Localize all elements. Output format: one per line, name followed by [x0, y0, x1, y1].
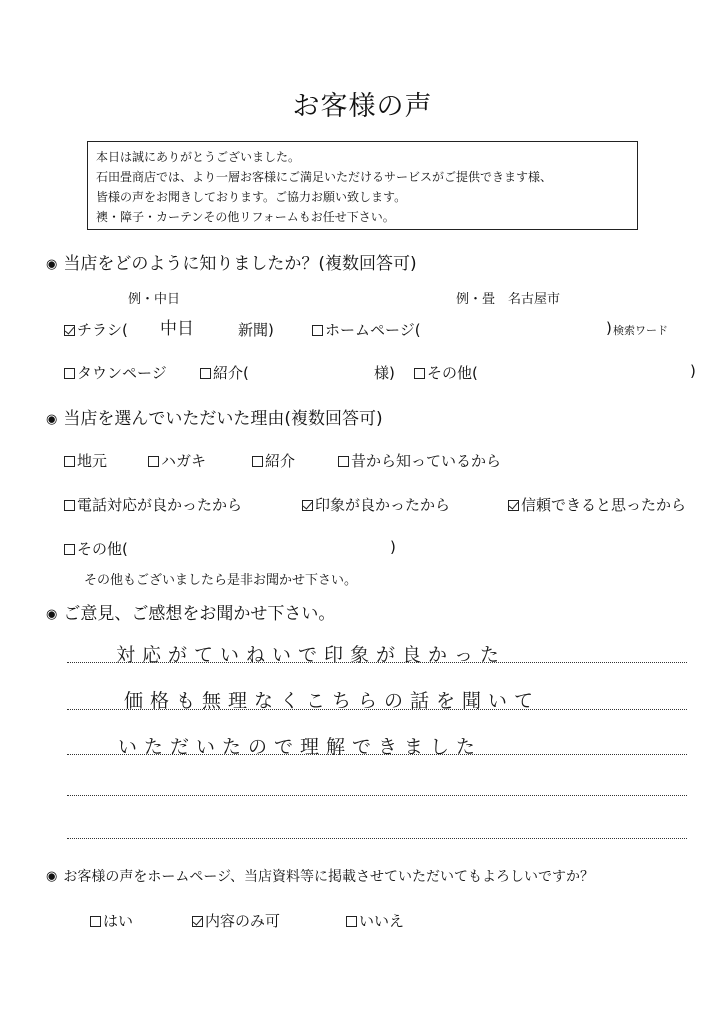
option-label: チラシ(: [77, 321, 128, 339]
option-label: その他(: [77, 540, 128, 558]
option-label: いいえ: [359, 912, 405, 930]
checkbox-icon[interactable]: [148, 456, 159, 467]
option-flyer[interactable]: [64, 319, 128, 340]
option-other-reason[interactable]: [64, 538, 128, 559]
option-label: ホームページ(: [325, 321, 421, 339]
bullet-icon: ◉: [46, 869, 58, 884]
option-other[interactable]: [414, 362, 478, 383]
option-local[interactable]: [64, 450, 107, 471]
option-label: はい: [103, 912, 134, 930]
bullet-icon: ◉: [46, 607, 58, 622]
option-label: 内容のみ可: [205, 912, 281, 930]
option-label: タウンページ: [77, 364, 167, 382]
option-label: ハガキ: [161, 452, 207, 470]
option-label: 紹介: [265, 452, 296, 470]
intro-line: 石田畳商店では、より一層お客様にご満足いただけるサービスがご提供できます様、: [96, 170, 553, 184]
option-label: 電話対応が良かったから: [77, 496, 243, 514]
intro-line: 皆様の声をお聞きしております。ご協力お願い致します。: [96, 190, 407, 204]
question-label: 当店をどのように知りましたか？(複数回答可): [63, 254, 417, 274]
intro-box: [87, 141, 638, 230]
option-label: 昔から知っているから: [351, 452, 502, 470]
checkbox-checked-icon[interactable]: [302, 500, 313, 511]
other-close: ): [690, 362, 696, 380]
option-phone[interactable]: [64, 494, 242, 515]
homepage-close: ): [606, 319, 612, 337]
checkbox-icon[interactable]: [90, 916, 101, 927]
comment-rule: [67, 709, 687, 710]
other-reason-close: ): [390, 538, 396, 556]
checkbox-checked-icon[interactable]: [192, 916, 203, 927]
question-label: 当店を選んでいただいた理由(複数回答可): [63, 409, 383, 429]
bullet-icon: ◉: [46, 257, 58, 272]
option-label: 地元: [77, 452, 108, 470]
bullet-icon: ◉: [46, 412, 58, 427]
referral-suffix: 様): [374, 364, 395, 382]
question-reason: [46, 404, 383, 429]
intro-line: 襖・障子・カーテンその他リフォームもお任せ下さい。: [96, 210, 395, 224]
option-impression[interactable]: [302, 494, 450, 515]
question-how-found: [46, 249, 417, 274]
comment-rule: [67, 754, 687, 755]
checkbox-icon[interactable]: [200, 368, 211, 379]
checkbox-icon[interactable]: [346, 916, 357, 927]
question-label: ご意見、ご感想をお聞かせ下さい。: [63, 604, 336, 624]
example-search: 例・畳 名古屋市: [456, 292, 561, 307]
page-title: お客様の声: [292, 91, 433, 122]
option-referral[interactable]: [200, 362, 249, 383]
option-homepage[interactable]: [312, 319, 421, 340]
option-content-only[interactable]: [192, 910, 280, 931]
comment-rule: [67, 838, 687, 839]
search-word-note: 検索ワード: [613, 324, 668, 337]
question-comments: [46, 599, 335, 624]
comment-rule: [67, 662, 687, 663]
option-label: 印象が良かったから: [315, 496, 451, 514]
checkbox-icon[interactable]: [312, 325, 323, 336]
option-no[interactable]: [346, 910, 404, 931]
checkbox-checked-icon[interactable]: [508, 500, 519, 511]
flyer-suffix: 新聞): [238, 321, 274, 339]
comment-line-2: 価格も無理なくこちらの話を聞いて: [124, 690, 541, 712]
checkbox-icon[interactable]: [64, 544, 75, 555]
question-label: お客様の声をホームページ、当店資料等に掲載させていただいてもよろしいですか？: [63, 869, 594, 885]
option-trust[interactable]: [508, 494, 686, 515]
checkbox-icon[interactable]: [64, 456, 75, 467]
checkbox-icon[interactable]: [64, 500, 75, 511]
option-referral-reason[interactable]: [252, 450, 295, 471]
intro-line: 本日は誠にありがとうございました。: [96, 150, 301, 164]
checkbox-icon[interactable]: [414, 368, 425, 379]
comment-line-3: いただいたので理解できました: [118, 736, 483, 758]
option-townpage[interactable]: [64, 362, 167, 383]
checkbox-icon[interactable]: [338, 456, 349, 467]
example-newspaper: 例・中日: [128, 292, 181, 307]
option-label: 紹介(: [213, 364, 249, 382]
option-label: その他(: [427, 364, 478, 382]
checkbox-checked-icon[interactable]: [64, 325, 75, 336]
option-known-long[interactable]: [338, 450, 501, 471]
question-publish-consent: [46, 866, 594, 886]
option-label: 信頼できると思ったから: [521, 496, 687, 514]
other-note: その他もございましたら是非お聞かせ下さい。: [84, 573, 358, 588]
option-postcard[interactable]: [148, 450, 206, 471]
checkbox-icon[interactable]: [64, 368, 75, 379]
checkbox-icon[interactable]: [252, 456, 263, 467]
comment-rule: [67, 795, 687, 796]
option-yes[interactable]: [90, 910, 133, 931]
comment-line-1: 対応がていねいで印象が良かった: [116, 644, 507, 666]
handwritten-newspaper: 中日: [160, 319, 194, 339]
